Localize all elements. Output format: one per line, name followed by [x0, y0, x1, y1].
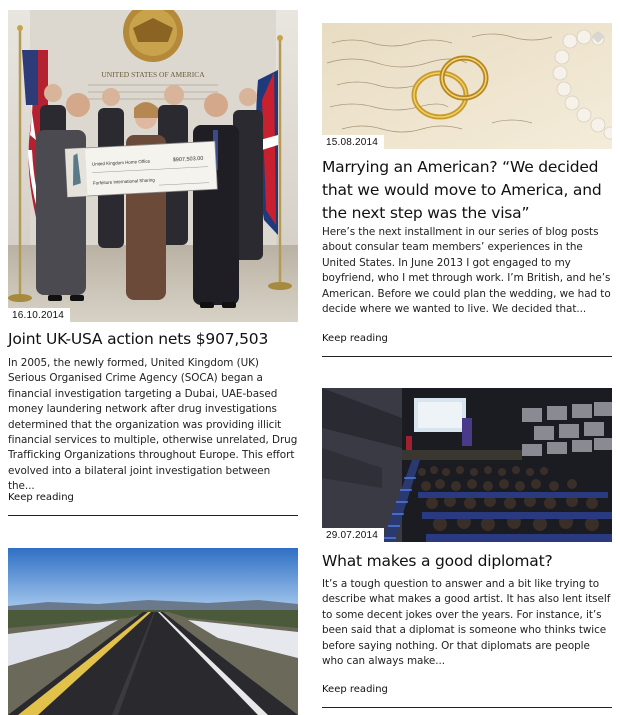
post-divider	[8, 515, 298, 516]
post-excerpt: In 2005, the newly formed, United Kingdom (UK) Serious Organised Crime Agency (SOCA) began a financial investigation targeting a Dubai, UAE-based money laundering network after drug investigations determined that the organization was providing illicit financial services to multiple, otherwise unrelated, Drug Trafficking Organizations throughout Europe. This effort evolved into a bilateral joint investigation between the...	[8, 357, 298, 493]
wedding-rings-photo	[322, 23, 612, 149]
post-divider	[322, 356, 612, 357]
keep-reading-link[interactable]: Keep reading	[8, 492, 74, 503]
post-date: 29.07.2014	[322, 528, 384, 542]
post-date: 15.08.2014	[322, 135, 384, 149]
cheque-amount-text: $907,503.00	[172, 155, 204, 164]
post-card-uk-usa	[8, 10, 298, 520]
post-card-highway	[8, 548, 298, 715]
cheque-memo-text: Forfeiture International Sharing	[92, 177, 155, 186]
post-image-auditorium[interactable]	[322, 388, 612, 542]
post-card-marrying-american	[322, 23, 612, 363]
post-excerpt: Here’s the next installment in our series of blog posts about consular team members’ experiences in the United States. In June 2013 I got engaged to my boyfriend, who I met through work. I’m British, and he’s American. Before we could plan the wedding, we had to decide where we wanted to live. We decided that...	[322, 226, 611, 316]
post-date: 16.10.2014	[8, 308, 70, 322]
post-title[interactable]: Joint UK-USA action nets $907,503	[8, 330, 269, 348]
seal-banner-text: UNITED STATES OF AMERICA	[101, 70, 205, 79]
post-title[interactable]: What makes a good diplomat?	[322, 552, 553, 570]
post-divider	[322, 707, 612, 708]
embassy-cheque-photo	[8, 10, 298, 322]
keep-reading-link[interactable]: Keep reading	[322, 333, 388, 344]
post-title[interactable]: Marrying an American? “We decided that we would move to America, and the next step was the visa”	[322, 158, 602, 222]
post-excerpt: It’s a tough question to answer and a bit like trying to describe what makes a good artist. It has also lent itself to some decent jokes over the years. For instance, it’s been said that a diplomat is someone who thinks twice before saying nothing. Or that diplomats are people who can always make...	[322, 578, 611, 668]
cheque-payee-text: United Kingdom Home Office	[91, 158, 151, 167]
auditorium-photo	[322, 388, 612, 542]
post-image-rings[interactable]	[322, 23, 612, 149]
post-card-good-diplomat	[322, 388, 612, 715]
keep-reading-link[interactable]: Keep reading	[322, 684, 388, 695]
post-image-highway[interactable]	[8, 548, 298, 715]
post-image-embassy[interactable]	[8, 10, 298, 322]
highway-photo	[8, 548, 298, 715]
